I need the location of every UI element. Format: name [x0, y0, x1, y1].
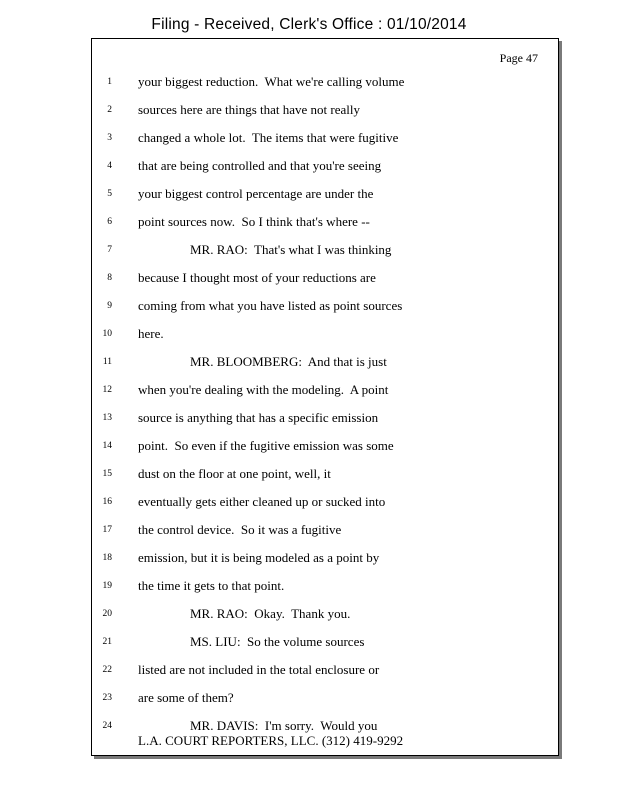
line-number: 20 [102, 609, 112, 619]
line-number: 13 [102, 413, 112, 423]
line-number: 19 [102, 581, 112, 591]
transcript-line [92, 688, 558, 708]
line-text: eventually gets either cleaned up or sucked into [138, 494, 386, 509]
line-text: the control device. So it was a fugitive [138, 522, 342, 537]
transcript-line [92, 184, 558, 204]
line-text: listed are not included in the total enclosure or [138, 662, 380, 677]
page-number: Page 47 [499, 51, 538, 65]
transcript-line [92, 296, 558, 316]
transcript-line [92, 520, 558, 540]
line-text: are some of them? [138, 690, 234, 705]
line-number: 17 [102, 525, 112, 535]
line-number: 2 [107, 105, 112, 115]
line-number: 23 [102, 693, 112, 703]
transcript-line [92, 100, 558, 120]
line-text: coming from what you have listed as point sources [138, 298, 403, 313]
transcript-line [92, 492, 558, 512]
line-number: 21 [102, 637, 112, 647]
transcript-line [92, 324, 558, 344]
line-text: here. [138, 326, 164, 341]
line-number: 11 [102, 357, 112, 367]
transcript-line [92, 548, 558, 568]
transcript-line [92, 408, 558, 428]
transcript-line [92, 380, 558, 400]
transcript-line [92, 464, 558, 484]
line-text: that are being controlled and that you're seeing [138, 158, 382, 173]
line-number: 10 [102, 329, 112, 339]
line-text: MR. RAO: Okay. Thank you. [190, 606, 351, 621]
line-text: source is anything that has a specific emission [138, 410, 379, 425]
transcript-page [91, 38, 559, 756]
line-number: 7 [107, 245, 112, 255]
line-text: when you're dealing with the modeling. A point [138, 382, 389, 397]
line-number: 3 [107, 133, 112, 143]
transcript-line [92, 604, 558, 624]
transcript-line [92, 268, 558, 288]
line-text: point. So even if the fugitive emission was some [138, 438, 394, 453]
line-number: 6 [107, 217, 112, 227]
line-text: your biggest reduction. What we're calling volume [138, 74, 405, 89]
transcript-line [92, 128, 558, 148]
line-text: because I thought most of your reductions are [138, 270, 376, 285]
line-number: 8 [107, 273, 112, 283]
line-number: 14 [102, 441, 112, 451]
line-text: emission, but it is being modeled as a point by [138, 550, 380, 565]
transcript-line [92, 212, 558, 232]
line-number: 18 [102, 553, 112, 563]
transcript-line [92, 576, 558, 596]
line-number: 4 [107, 161, 112, 171]
transcript-line [92, 660, 558, 680]
line-number: 1 [107, 77, 112, 87]
line-text: MR. BLOOMBERG: And that is just [190, 354, 387, 369]
transcript-line [92, 72, 558, 92]
transcript-line [92, 240, 558, 260]
line-text: MS. LIU: So the volume sources [190, 634, 365, 649]
line-text: point sources now. So I think that's where -- [138, 214, 370, 229]
filing-stamp: Filing - Received, Clerk's Office : 01/10/2014 [151, 16, 467, 33]
transcript-line [92, 632, 558, 652]
line-text: sources here are things that have not really [138, 102, 360, 117]
line-text: dust on the floor at one point, well, it [138, 466, 331, 481]
transcript-line [92, 352, 558, 372]
line-number: 5 [107, 189, 112, 199]
line-text: MR. RAO: That's what I was thinking [190, 242, 392, 257]
line-text: your biggest control percentage are under the [138, 186, 374, 201]
line-text: changed a whole lot. The items that were fugitive [138, 130, 399, 145]
line-text: MR. DAVIS: I'm sorry. Would you [190, 718, 378, 733]
reporter-footer: L.A. COURT REPORTERS, LLC. (312) 419-9292 [138, 733, 404, 748]
line-number: 12 [102, 385, 112, 395]
line-number: 16 [102, 497, 112, 507]
line-number: 9 [107, 301, 112, 311]
line-text: the time it gets to that point. [138, 578, 285, 593]
line-number: 22 [102, 665, 112, 675]
transcript-line [92, 156, 558, 176]
line-number: 24 [102, 721, 112, 731]
transcript-line [92, 436, 558, 456]
line-number: 15 [102, 469, 112, 479]
